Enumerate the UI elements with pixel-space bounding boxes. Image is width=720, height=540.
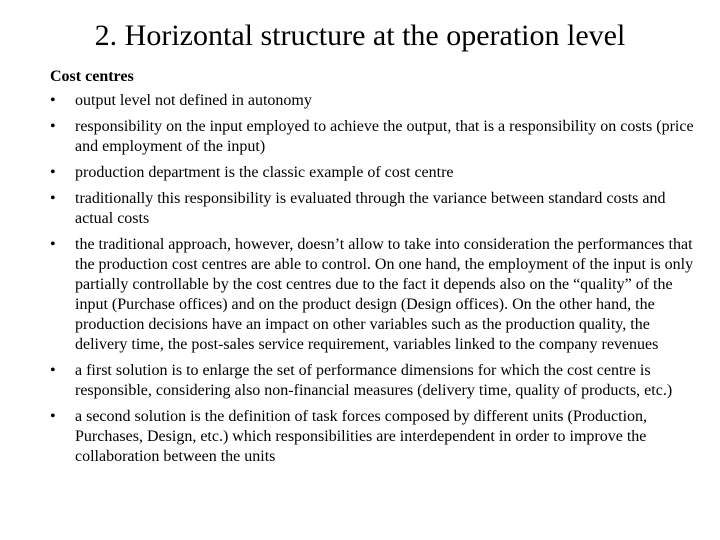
bullet-item (50, 361, 704, 401)
bullet-list (50, 91, 704, 467)
bullet-dot-icon: • (50, 118, 56, 135)
bullet-text: responsibility on the input employed to achieve the output, that is a responsibility on costs (price and employment of the input) (75, 118, 694, 155)
bullet-item (50, 235, 704, 355)
bullet-dot-icon: • (50, 362, 56, 379)
bullet-dot-icon: • (50, 236, 56, 253)
section-heading: Cost centres (50, 68, 134, 85)
slide-content (50, 67, 704, 473)
bullet-text: traditionally this responsibility is evaluated through the variance between standard costs and actual costs (75, 190, 666, 227)
bullet-dot-icon: • (50, 92, 56, 109)
bullet-item (50, 407, 704, 467)
bullet-item (50, 189, 704, 229)
slide-title: 2. Horizontal structure at the operation level (94, 19, 626, 52)
bullet-dot-icon: • (50, 164, 56, 181)
bullet-dot-icon: • (50, 408, 56, 425)
bullet-item (50, 163, 704, 183)
bullet-text: a first solution is to enlarge the set of performance dimensions for which the cost centre is responsible, considering also non-financial measures (delivery time, quality of products, etc.) (75, 362, 673, 399)
bullet-text: the traditional approach, however, doesn’t allow to take into consideration the performances that the production cost centres are able to control. On one hand, the employment of the input is only partially controllable by the cost centres due to the fact it depends also on the “quality” of the input (Purchase offices) and on the product design (Design offices). On the other hand, the production decisions have an impact on other variables such as the production quality, the delivery time, the post-sales service requirement, variables linked to the company revenues (75, 236, 694, 353)
bullet-item (50, 117, 704, 157)
bullet-text: a second solution is the definition of task forces composed by different units (Production, Purchases, Design, etc.) which responsibilities are interdependent in order to improve the collaboration between the units (75, 408, 648, 465)
bullet-dot-icon: • (50, 190, 56, 207)
bullet-item (50, 91, 704, 111)
bullet-text: output level not defined in autonomy (75, 92, 312, 109)
bullet-text: production department is the classic example of cost centre (75, 164, 454, 181)
